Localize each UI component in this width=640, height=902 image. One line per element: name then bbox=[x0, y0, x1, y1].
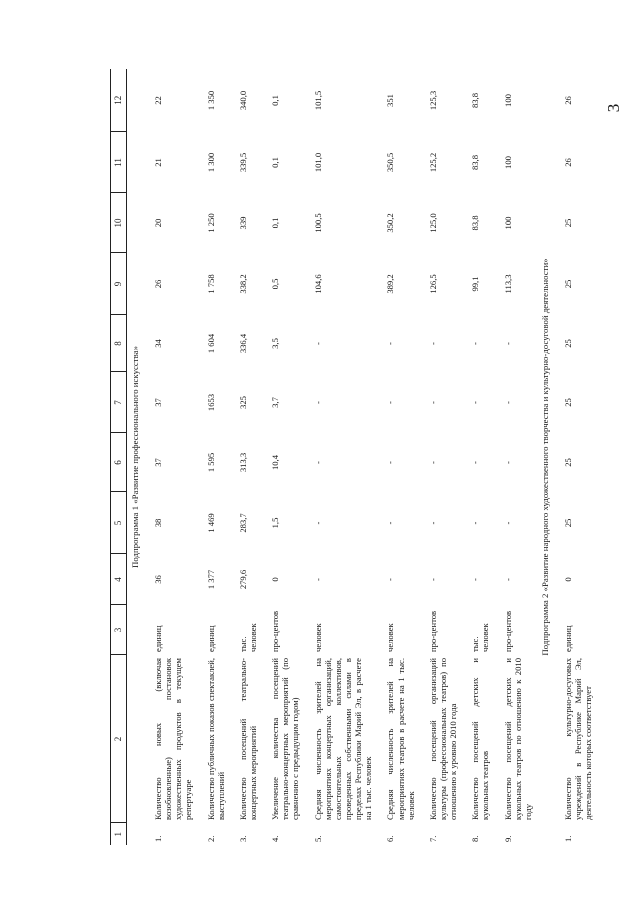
unit-cell: тыс. человек bbox=[470, 623, 491, 652]
row-number: 5. bbox=[312, 835, 323, 842]
column-header: 10 bbox=[111, 193, 127, 253]
value-cell: 0,1 bbox=[270, 95, 281, 106]
value-cell: 22 bbox=[153, 96, 163, 105]
value-cell: 26 bbox=[562, 158, 573, 167]
value-cell: - bbox=[502, 401, 513, 404]
indicator-name: Количество посещений детских и кукольных театров по отношению к 2010 году bbox=[502, 658, 533, 820]
table-row bbox=[462, 69, 494, 845]
value-cell: 25 bbox=[562, 279, 573, 289]
value-cell: 113,3 bbox=[502, 274, 513, 294]
value-cell: - bbox=[385, 461, 396, 464]
value-cell: 3,5 bbox=[270, 338, 281, 349]
indicator-name: Средняя численность зрителей на мероприятиях театров в расчете на 1 тыс. человек bbox=[385, 658, 416, 820]
row-number: 9. bbox=[502, 835, 513, 842]
value-cell: - bbox=[502, 578, 513, 581]
value-cell: - bbox=[312, 578, 323, 581]
unit-cell: про-центов bbox=[427, 610, 438, 652]
column-header: 12 bbox=[111, 69, 127, 132]
unit-cell: человек bbox=[385, 623, 396, 652]
column-header: 4 bbox=[111, 554, 127, 605]
row-number: 8. bbox=[470, 835, 481, 842]
value-cell: 338,2 bbox=[237, 274, 248, 294]
unit-cell: единиц bbox=[562, 625, 573, 652]
value-cell: - bbox=[502, 521, 513, 525]
indicator-name: Увеличение количества посещений театрально-концертных мероприятий (по сравнению с предыдущим годом) bbox=[270, 658, 301, 820]
value-cell: - bbox=[502, 342, 513, 345]
value-cell: 339 bbox=[237, 216, 248, 230]
row-number: 4. bbox=[270, 835, 281, 842]
value-cell: - bbox=[427, 342, 438, 345]
value-cell: 283,7 bbox=[237, 513, 248, 533]
row-number: 1. bbox=[153, 835, 163, 842]
value-cell: 1 595 bbox=[205, 452, 216, 473]
value-cell: 1653 bbox=[205, 393, 216, 412]
indicator-name: Средняя численность зрителей на мероприятиях концертных организаций, самостоятельных коллективов, проведенных собственными силами в пределах Республики Марий Эл, в расчете на 1 тыс. человек bbox=[312, 658, 374, 820]
indicator-name: Количество новых (включая возобновленные) постановок художественных продуктов в текущем репертуаре bbox=[153, 658, 194, 820]
value-cell: - bbox=[312, 461, 323, 464]
table-row bbox=[198, 69, 230, 845]
unit-cell: тыс. человек bbox=[237, 623, 258, 652]
value-cell: 0 bbox=[270, 577, 281, 582]
indicator-name: Количество посещений театрально-концертных мероприятий bbox=[237, 658, 258, 820]
value-cell: - bbox=[385, 578, 396, 581]
table-row bbox=[377, 69, 419, 845]
value-cell: 10,4 bbox=[270, 454, 281, 471]
row-number: 1. bbox=[562, 835, 573, 842]
value-cell: 1,5 bbox=[270, 517, 281, 529]
value-cell: 1 377 bbox=[205, 569, 216, 590]
value-cell: 83,8 bbox=[470, 92, 481, 109]
value-cell: 1 469 bbox=[205, 513, 216, 533]
column-header: 6 bbox=[111, 433, 127, 492]
value-cell: 1 350 bbox=[205, 90, 216, 111]
value-cell: 325 bbox=[237, 396, 248, 409]
value-cell: - bbox=[427, 578, 438, 581]
value-cell: 351 bbox=[385, 94, 396, 107]
section-title: Подпрограмма 1 «Развитие профессионального искусства» bbox=[130, 346, 140, 568]
value-cell: 350,5 bbox=[385, 152, 396, 173]
value-cell: - bbox=[470, 401, 481, 404]
table-row bbox=[420, 69, 462, 845]
table-row bbox=[145, 69, 198, 845]
value-cell: 3,7 bbox=[270, 397, 281, 408]
row-number: 2. bbox=[205, 835, 216, 842]
value-cell: 313,3 bbox=[237, 452, 248, 473]
value-cell: 25 bbox=[562, 398, 573, 407]
value-cell: 34 bbox=[153, 339, 163, 348]
row-number: 7. bbox=[427, 835, 438, 842]
value-cell: 37 bbox=[153, 398, 163, 407]
value-cell: 350,2 bbox=[385, 213, 396, 233]
value-cell: 100,5 bbox=[312, 213, 323, 233]
value-cell: 0 bbox=[562, 577, 573, 582]
value-cell: 125,0 bbox=[427, 213, 438, 233]
table-row bbox=[495, 69, 537, 845]
value-cell: - bbox=[470, 461, 481, 464]
value-cell: 100 bbox=[502, 94, 513, 107]
value-cell: 126,5 bbox=[427, 274, 438, 294]
value-cell: 1 604 bbox=[205, 333, 216, 354]
page-number: 3 bbox=[604, 103, 623, 113]
value-cell: - bbox=[427, 401, 438, 404]
value-cell: - bbox=[427, 521, 438, 525]
value-cell: 101,5 bbox=[312, 90, 323, 111]
value-cell: 125,2 bbox=[427, 152, 438, 173]
value-cell: 100 bbox=[502, 156, 513, 169]
value-cell: 1 758 bbox=[205, 274, 216, 294]
value-cell: 0,1 bbox=[270, 217, 281, 229]
value-cell: 26 bbox=[153, 279, 163, 289]
indicators-table bbox=[110, 69, 597, 845]
value-cell: 38 bbox=[153, 518, 163, 528]
value-cell: - bbox=[385, 401, 396, 404]
value-cell: - bbox=[470, 342, 481, 345]
row-number: 6. bbox=[385, 835, 396, 842]
value-cell: 339,5 bbox=[237, 152, 248, 173]
value-cell: 104,6 bbox=[312, 274, 323, 294]
value-cell: 25 bbox=[562, 458, 573, 467]
value-cell: - bbox=[312, 401, 323, 404]
value-cell: - bbox=[470, 521, 481, 525]
value-cell: 101,0 bbox=[312, 152, 323, 173]
row-number: 3. bbox=[237, 835, 248, 842]
value-cell: 389,2 bbox=[385, 274, 396, 294]
table-row bbox=[262, 69, 304, 845]
unit-cell: единиц bbox=[153, 625, 163, 652]
indicator-name: Количество посещений организаций культуры (профессиональных театров) по отношению к уровню 2010 года bbox=[427, 658, 459, 820]
unit-cell: про-центов bbox=[270, 610, 281, 652]
value-cell: - bbox=[502, 461, 513, 464]
value-cell: - bbox=[312, 521, 323, 525]
unit-cell: человек bbox=[312, 623, 323, 652]
value-cell: 25 bbox=[562, 218, 573, 228]
column-header: 3 bbox=[111, 605, 127, 655]
indicator-name: Количество культурно-досуговых учреждений в Республике Марий Эл, деятельность которых соответствует bbox=[562, 658, 594, 820]
column-header: 11 bbox=[111, 132, 127, 193]
table-row bbox=[305, 69, 378, 845]
value-cell: 25 bbox=[562, 518, 573, 528]
value-cell: - bbox=[385, 521, 396, 525]
value-cell: - bbox=[312, 342, 323, 345]
value-cell: - bbox=[470, 578, 481, 581]
column-header: 8 bbox=[111, 315, 127, 372]
section-title: Подпрограмма 2 «Развитие народного художественного творчества и культурно-досуговой деятельности» bbox=[539, 258, 550, 656]
value-cell: 340,0 bbox=[237, 90, 248, 111]
value-cell: 25 bbox=[562, 339, 573, 348]
value-cell: 0,1 bbox=[270, 157, 281, 168]
column-header: 7 bbox=[111, 372, 127, 433]
value-cell: 99,1 bbox=[470, 276, 481, 292]
rotated-table-region bbox=[110, 69, 602, 845]
value-cell: 1 300 bbox=[205, 152, 216, 173]
value-cell: 21 bbox=[153, 158, 163, 167]
value-cell: 26 bbox=[562, 96, 573, 105]
value-cell: 1 250 bbox=[205, 213, 216, 233]
value-cell: 336,4 bbox=[237, 333, 248, 354]
column-header: 5 bbox=[111, 492, 127, 554]
section-2-row bbox=[537, 69, 555, 845]
column-header: 1 bbox=[111, 823, 127, 845]
section-1-row bbox=[127, 69, 146, 845]
column-header: 9 bbox=[111, 253, 127, 315]
value-cell: 20 bbox=[153, 218, 163, 228]
value-cell: - bbox=[385, 342, 396, 345]
unit-cell: единиц bbox=[205, 625, 216, 652]
value-cell: 125,3 bbox=[427, 90, 438, 111]
unit-cell: про-центов bbox=[502, 610, 513, 652]
indicator-name: Количество публичных показов спектаклей, выступлений bbox=[205, 658, 226, 820]
table-row bbox=[230, 69, 262, 845]
value-cell: 100 bbox=[502, 216, 513, 230]
indicator-name: Количество посещений детских и кукольных театров bbox=[470, 658, 491, 820]
value-cell: 279,6 bbox=[237, 569, 248, 590]
value-cell: 83,8 bbox=[470, 154, 481, 171]
value-cell: 83,8 bbox=[470, 215, 481, 231]
value-cell: 37 bbox=[153, 458, 163, 467]
column-header: 2 bbox=[111, 655, 127, 823]
value-cell: - bbox=[427, 461, 438, 464]
value-cell: 36 bbox=[153, 575, 163, 584]
table-row bbox=[555, 69, 597, 845]
value-cell: 0,5 bbox=[270, 278, 281, 290]
header-row bbox=[111, 69, 127, 845]
